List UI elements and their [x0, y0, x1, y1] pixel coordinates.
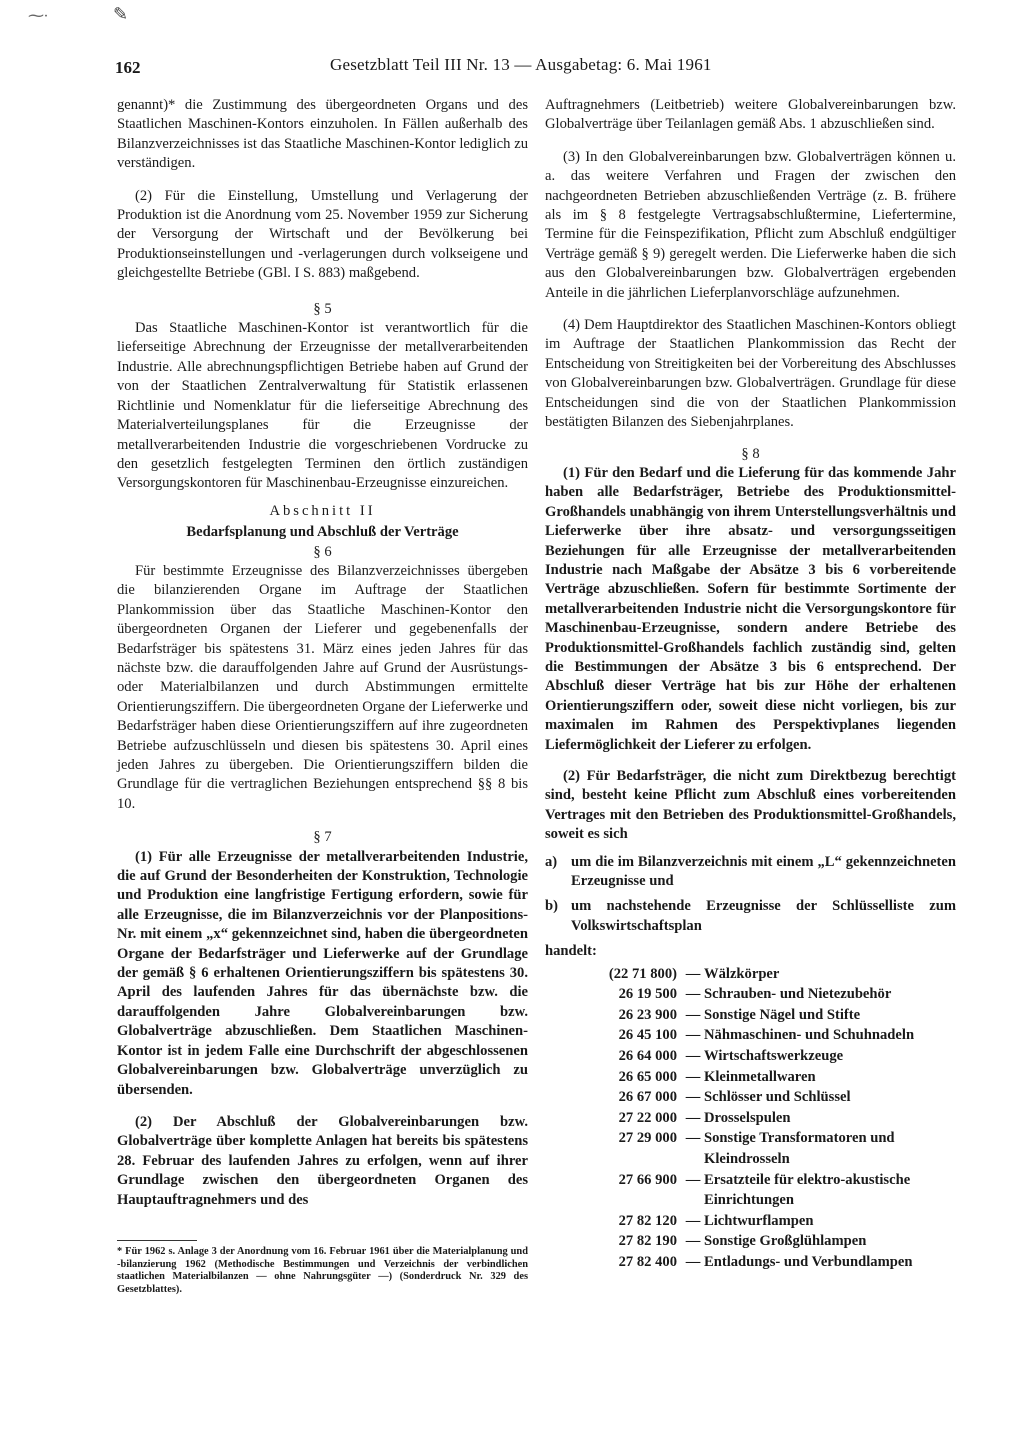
chapter-title: Bedarfsplanung und Abschluß der Verträge — [186, 524, 459, 541]
catalog-dash: — — [685, 1048, 701, 1065]
section-heading: § 8 — [741, 445, 760, 462]
section-heading: § 6 — [313, 543, 332, 560]
footnote-rule — [117, 1240, 197, 1241]
catalog-row — [545, 1046, 956, 1067]
catalog-code: 27 82 120 — [618, 1212, 677, 1229]
catalog-name: Lichtwurflampen — [704, 1212, 814, 1229]
catalog-code: 27 82 190 — [618, 1233, 677, 1250]
catalog-row — [545, 1087, 956, 1108]
catalog-name: Entladungs- und Verbundlampen — [704, 1253, 913, 1270]
catalog-name: Wirtschaftswerkzeuge — [704, 1048, 844, 1065]
catalog-code: 26 65 000 — [618, 1068, 677, 1085]
paragraph: (2) Für Bedarfsträger, die nicht zum Direktbezug berechtigt sind, besteht keine Pflicht zum Abschluß eines vorbereitenden Vertrages mit den Betrieben des Produktionsmittel-Großhandels, soweit es sich — [545, 768, 956, 843]
paragraph: (1) Für alle Erzeugnisse der metallverarbeitenden Industrie, die auf Grund der Besonderheiten der Konstruktion, Technologie und Produktion eine langfristige Fertigung erfordern, sowie für alle Erzeugnisse, die im Bilanzverzeichnis vor der Planpositions-Nr. mit einem „x“ gekennzeichnet sind, haben die übergeordneten Organe der Bedarfsträger und Lieferwerke auf der Grundlage der gemäß § 6 erhaltenen Orientierungsziffern bis spätestens 30. April des laufenden Jahres für das übernächste bzw. die darauffolgenden Jahre Globalvereinbarungen bzw. Globalverträge abzuschließen. Dem Staatlichen Maschinen-Kontor ist in jedem Falle eine Durchschrift der abgeschlossenen Globalvereinbarungen bzw. Globalverträge unverzüglich zu übersenden. — [117, 848, 528, 1098]
paragraph: (3) In den Globalvereinbarungen bzw. Globalverträgen können u. a. das weitere Verfahren und Fragen der zwischen den nachgeordneten Betrieben abzuschließenden Verträge (z. B. frühere als im § 8 festgelegte Vertragsabschlußtermine, Liefertermine, Termine für die Feinspezifikation, Pflicht zum Abschluß endgültiger Verträge gemäß § 9) geregelt werden. Die Lieferwerke haben die sich aus den Globalvereinbarungen bzw. Globalverträgen ergebenden Anteile in die jährlichen Lieferplanvorschläge aufzunehmen. — [545, 148, 956, 301]
catalog-dash: — — [685, 986, 701, 1003]
handwritten-mark-icon: ✎ — [113, 4, 129, 24]
catalog-name: Ersatzteile für elektro-akustische Einrichtungen — [704, 1171, 911, 1209]
section-heading: § 7 — [313, 829, 332, 846]
section-heading: § 5 — [313, 300, 332, 317]
catalog-name: Schlösser und Schlüssel — [704, 1089, 851, 1106]
catalog-code: 26 64 000 — [618, 1048, 677, 1065]
catalog-dash: — — [685, 1130, 701, 1147]
paragraph: genannt)* die Zustimmung des übergeordneten Organs und des Staatlichen Maschinen-Kontors einzuholen. In Fällen außerhalb des Bilanzverzeichnisses ist das Staatliche Maschinen-Kontor lediglich zu verständigen. — [117, 97, 528, 172]
paragraph: Für bestimmte Erzeugnisse des Bilanzverzeichnisses übergeben die bilanzierenden Organe im Auftrage der Staatlichen Plankommission über das Staatliche Maschinen-Kontor den übergeordneten Organen der Lieferer und gegebenenfalls der Bedarfsträger bis spätestens 31. März eines jeden Jahres für das nächste bzw. die darauffolgenden Jahre auf Grund der Ausrüstungs- oder Materialbilanzen und durch Abstimmungen ermittelte Orientierungsziffern. Die übergeordneten Organe der Lieferwerke und Bedarfsträger haben diese Orientierungsziffern auf ihre zugeordneten Betriebe aufzuschlüsseln und diesen bis spätestens 30. April eines jeden Jahres zu übergeben. Die Orientierungsziffern bilden die Grundlage für die vertraglichen Beziehungen entsprechend §§ 8 bis 10. — [117, 562, 528, 812]
list-text: um nachstehende Erzeugnisse der Schlüsselliste zum Volkswirtschaftsplan — [571, 898, 956, 934]
catalog-dash: — — [685, 1006, 701, 1023]
list-label: a) — [545, 853, 558, 870]
catalog-row — [545, 1211, 956, 1232]
catalog-code: 26 67 000 — [618, 1089, 677, 1106]
margin-mark-icon: ⁓∙ — [28, 8, 48, 25]
paragraph: Das Staatliche Maschinen-Kontor ist verantwortlich für die lieferseitige Abrechnung der Erzeugnisse der metallverarbeitenden Industrie. Alle abrechnungspflichtigen Betriebe haben auf Grund der von der Staatlichen Zentralverwaltung für Statistik erlassenen Richtlinie und Nomenklatur für die lieferseitige Abrechnung des Materialverteilungsplanes für die Erzeugnisse der metallverarbeitenden Industrie die vorgeschriebenen Vordrucke zu den gesetzlich festgelegten Terminen den örtlich zuständigen Versorgungskontoren für Maschinenbau-Erzeugnisse einzureichen. — [117, 320, 528, 492]
catalog-row — [545, 1005, 956, 1026]
catalog-dash: — — [685, 1171, 701, 1188]
catalog-dash: — — [685, 1027, 701, 1044]
catalog-code: 27 66 900 — [618, 1171, 677, 1188]
catalog-code: (22 71 800) — [608, 965, 677, 982]
catalog-name: Nähmaschinen- und Schuhnadeln — [704, 1027, 915, 1044]
list-item — [545, 853, 956, 892]
running-title: Gesetzblatt Teil III Nr. 13 — Ausgabetag: 6. Mai 1961 — [330, 55, 712, 74]
list-label: b) — [545, 898, 558, 915]
catalog-name: Kleinmetallwaren — [704, 1068, 816, 1085]
catalog-code: 26 23 900 — [618, 1006, 677, 1023]
list-item — [545, 897, 956, 936]
handelt-label: handelt: — [545, 943, 597, 960]
catalog-dash: — — [685, 1212, 701, 1229]
catalog-dash: — — [685, 1109, 701, 1126]
paragraph: (1) Für den Bedarf und die Lieferung für das kommende Jahr haben alle Bedarfsträger, Betriebe des Produktionsmittel-Großhandels unabhängig von ihrem Unterstellungsverhältnis und Lieferwerke über ihre absatz- und versorgungsseitigen Beziehungen für alle Erzeugnisse der metallverarbeitenden Industrie nach Maßgabe der Absätze 3 bis 6 vorbereitende Verträge abzuschließen. Sofern für bestimmte Sortimente der metallverarbeitenden Industrie nicht die Versorgungskontore für Maschinenbau-Erzeugnisse, sondern andere Betriebe des Produktionsmittel-Großhandels fachlich zuständig sind, gelten die Bestimmungen der Absätze 3 bis 6 entsprechend. Der Abschluß dieser Verträge hat bis zur Höhe der erhaltenen Orientierungsziffern oder, soweit diese nicht vorliegen, bis zur maximalen im Rahmen des Perspektivplanes liegenden Liefermöglichkeit der Lieferer zu erfolgen. — [545, 464, 956, 753]
page-header — [115, 50, 755, 80]
chapter-heading: Abschnitt II — [269, 502, 376, 519]
right-column — [545, 96, 956, 1273]
catalog-row — [545, 1170, 956, 1211]
catalog-dash: — — [685, 1089, 701, 1106]
catalog-code: 27 22 000 — [618, 1109, 677, 1126]
catalog-dash: — — [685, 1233, 701, 1250]
catalog-code: 26 45 100 — [618, 1027, 677, 1044]
catalog-code: 27 29 000 — [618, 1130, 677, 1147]
product-catalog — [545, 964, 956, 1273]
paragraph: (2) Der Abschluß der Globalvereinbarungen bzw. Globalverträge über komplette Anlagen hat bereits bis spätestens 28. Februar des laufenden Jahres zu erfolgen, wenn auf ihrer Grundlage zwischen den übergeordneten Organen des Hauptauftragnehmers und des — [117, 1113, 528, 1208]
catalog-dash: — — [685, 965, 701, 982]
catalog-code: 27 82 400 — [618, 1253, 677, 1270]
paragraph: (2) Für die Einstellung, Umstellung und Verlagerung der Produktion ist die Anordnung vom 25. November 1959 zur Sicherung der Versorgung der Wirtschaft und der Bevölkerung bei Produktionseinstellungen und -verlagerungen durch volkseigene und gleichgestellte Betriebe (GBl. I S. 883) maßgebend. — [117, 187, 528, 282]
catalog-name: Sonstige Großglühlampen — [704, 1233, 867, 1250]
catalog-name: Wälzkörper — [704, 965, 780, 982]
catalog-name: Drosselspulen — [704, 1109, 791, 1126]
list-text: um die im Bilanzverzeichnis mit einem „L“ gekennzeichneten Erzeugnisse und — [571, 853, 956, 890]
paragraph: (4) Dem Hauptdirektor des Staatlichen Maschinen-Kontors obliegt im Auftrage der Staatlichen Plankommission das Recht der Entscheidung von Streitigkeiten bei der Vorbereitung des Abschlusses von Globalvereinbarungen bzw. Globalverträgen. Grundlage für diese Entscheidungen sind die von der Staatlichen Plankommission bestätigten Bilanzen des Siebenjahrplanes. — [545, 317, 956, 431]
catalog-row — [545, 984, 956, 1005]
page-number: 162 — [115, 58, 141, 77]
catalog-code: 26 19 500 — [618, 986, 677, 1003]
catalog-row — [545, 1025, 956, 1046]
catalog-name: Sonstige Nägel und Stifte — [704, 1006, 861, 1023]
catalog-dash: — — [685, 1068, 701, 1085]
catalog-row — [545, 1067, 956, 1088]
catalog-row — [545, 1108, 956, 1129]
paragraph: Auftragnehmers (Leitbetrieb) weitere Globalvereinbarungen bzw. Globalverträge über Teilanlagen gemäß Abs. 1 abzuschließen sind. — [545, 97, 956, 133]
catalog-name: Schrauben- und Nietezubehör — [704, 986, 892, 1003]
footnote: * Für 1962 s. Anlage 3 der Anordnung vom 16. Februar 1961 über die Materialplanung und -bilanzierung 1962 (Methodische Bestimmungen und Verzeichnis der verbindlichen staatlichen Materialbilanzen — ohne Nahrungsgüter —) (Sonderdruck Nr. 329 des Gesetzblattes). — [117, 1246, 528, 1295]
catalog-row — [545, 1231, 956, 1252]
catalog-row — [545, 964, 956, 985]
catalog-row — [545, 1128, 956, 1169]
catalog-dash: — — [685, 1253, 701, 1270]
catalog-name: Sonstige Transformatoren und Kleindrosseln — [704, 1130, 895, 1167]
left-column — [117, 96, 528, 1210]
catalog-row — [545, 1252, 956, 1273]
